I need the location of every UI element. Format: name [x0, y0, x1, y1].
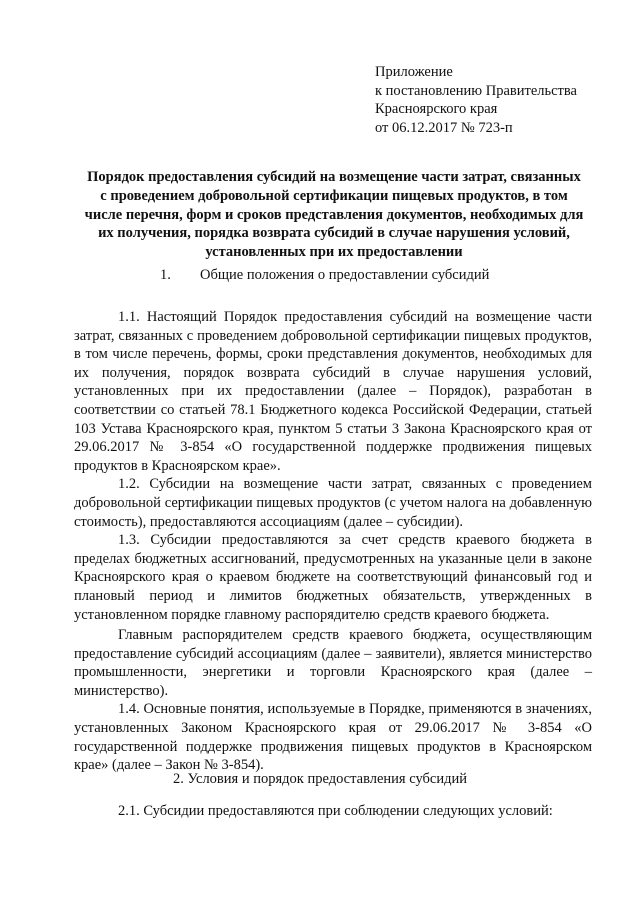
section-1-title: Общие положения о предоставлении субсидий	[200, 267, 490, 283]
appendix-region: Красноярского края	[375, 101, 498, 118]
appendix-resolution: к постановлению Правительства	[375, 82, 577, 99]
document-title: Порядок предоставления субсидий на возмещение части затрат, связанных с проведением добровольной сертификации пищевых продуктов, в том числе перечня, форм и сроков представления документов, необходимых для их получения, порядка возврата субсидий в случае нарушения условий, установленных при их предоставлении	[84, 169, 584, 261]
paragraph-2-1: 2.1. Субсидии предоставляются при соблюдении следующих условий:	[118, 803, 553, 819]
appendix-date-number: от 06.12.2017 № 723-п	[375, 119, 513, 136]
paragraph-1-1: 1.1. Настоящий Порядок предоставления субсидий на возмещение части затрат, связанных с проведением добровольной сертификации пищевых продуктов, в том числе перечень, формы, сроки представления документов, необходимых для их получения, порядок возврата субсидий в случае нарушения условий, установленных при их предоставлении (далее – Порядок), разработан в соответствии со статьей 78.1 Бюджетного кодекса Российской Федерации, статьей 103 Устава Красноярского края, пунктом 5 статьи 3 Закона Красноярского края от 29.06.2017 № 3-854 «О государственной поддержке продвижения пищевых продуктов в Красноярском крае».	[74, 309, 592, 474]
paragraph-1-2: 1.2. Субсидии на возмещение части затрат, связанных с проведением добровольной сертификации пищевых продуктов (с учетом налога на добавленную стоимость), предоставляются ассоциациям (далее – субсидии).	[74, 476, 592, 530]
section-1-number: 1.	[160, 267, 171, 283]
appendix-label: Приложение	[375, 64, 453, 80]
paragraph-1-4: 1.4. Основные понятия, используемые в Порядке, применяются в значениях, установленных Законом Красноярского края от 29.06.2017 № 3-854 «О государственной поддержке продвижения пищевых продуктов в Красноярском крае» (далее – Закон № 3-854).	[74, 701, 592, 774]
section-2-heading: 2. Условия и порядок предоставления субсидий	[172, 771, 467, 787]
appendix-block	[375, 63, 577, 137]
paragraph-1-3: 1.3. Субсидии предоставляются за счет средств краевого бюджета в пределах бюджетных ассигнований, предусмотренных на указанные цели в законе Красноярского края о краевом бюджете на соответствующий финансовый год и плановый период и лимитов бюджетных обязательств, утвержденных в установленном порядке главному распорядителю средств краевого бюджета.	[74, 532, 592, 623]
section-1-heading	[160, 267, 489, 284]
section-1-body	[74, 308, 592, 775]
paragraph-1-3-main-manager: Главным распорядителем средств краевого бюджета, осуществляющим предоставление субсидий ассоциациям (далее – заявители), является министерство промышленности, энергетики и торговли Красноярского края (далее – министерство).	[74, 627, 592, 699]
